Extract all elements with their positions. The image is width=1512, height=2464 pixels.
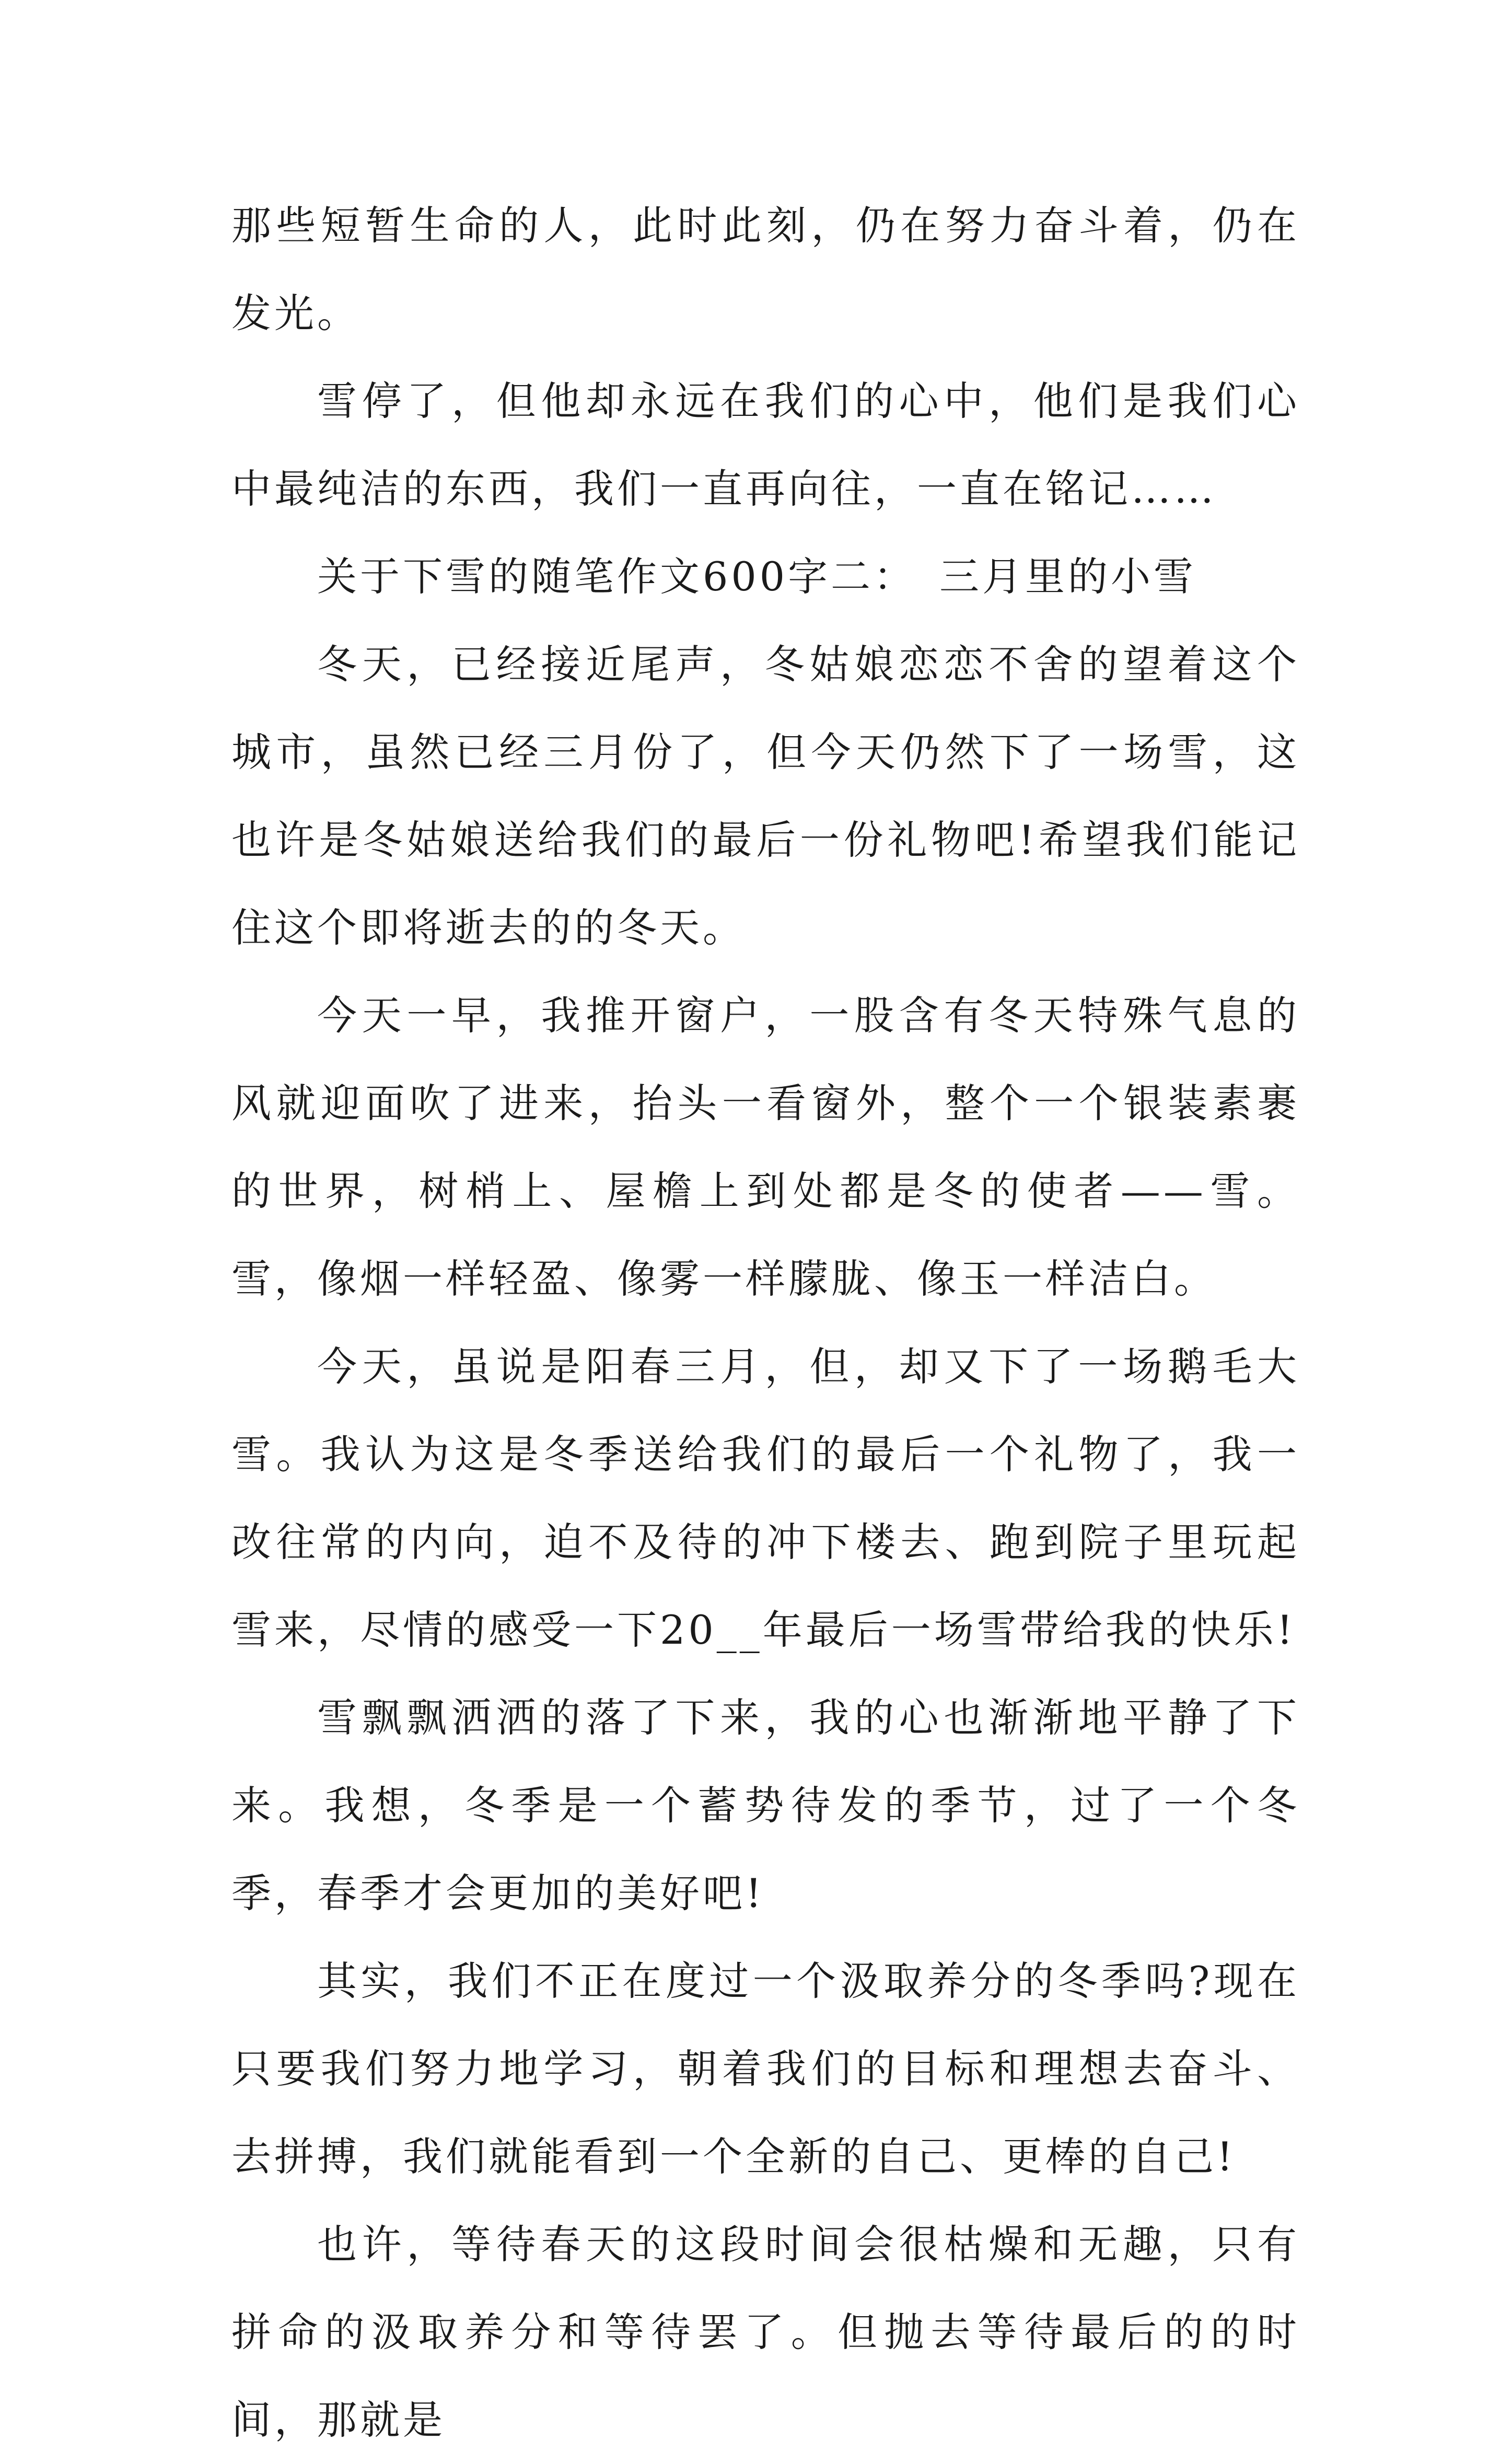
paragraph: 今天，虽说是阳春三月，但，却又下了一场鹅毛大雪。我认为这是冬季送给我们的最后一个礼物了，我一改往常的内向，迫不及待的冲下楼去、跑到院子里玩起雪来，尽情的感受一下20__年最后一场雪带给我的快乐! (231, 1343, 1300, 1653)
paragraph: 雪停了，但他却永远在我们的心中，他们是我们心中最纯洁的东西，我们一直再向往，一直在铭记…… (231, 378, 1300, 512)
paragraph: 冬天，已经接近尾声，冬姑娘恋恋不舍的望着这个城市，虽然已经三月份了，但今天仍然下了一场雪，这也许是冬姑娘送给我们的最后一份礼物吧!希望我们能记住这个即将逝去的的冬天。 (231, 641, 1300, 951)
paragraph: 也许，等待春天的这段时间会很枯燥和无趣，只有拼命的汲取养分和等待罢了。但抛去等待最后的的时间，那就是 (231, 2221, 1300, 2443)
document-body (231, 182, 1300, 2464)
paragraph: 其实，我们不正在度过一个汲取养分的冬季吗?现在只要我们努力地学习，朝着我们的目标和理想去奋斗、去拼搏，我们就能看到一个全新的自己、更棒的自己! (231, 1958, 1300, 2180)
paragraph: 雪飘飘洒洒的落了下来，我的心也渐渐地平静了下来。我想，冬季是一个蓄势待发的季节，过了一个冬季，春季才会更加的美好吧! (231, 1694, 1300, 1916)
paragraph: 今天一早，我推开窗户，一股含有冬天特殊气息的风就迎面吹了进来，抬头一看窗外，整个一个银装素裹的世界，树梢上、屋檐上到处都是冬的使者——雪。雪，像烟一样轻盈、像雾一样朦胧、像玉一样洁白。 (231, 992, 1300, 1302)
paragraph-continuation: 那些短暂生命的人，此时此刻，仍在努力奋斗着，仍在发光。 (231, 202, 1300, 336)
section-heading: 关于下雪的随笔作文600字二： 三月里的小雪 (317, 553, 1197, 600)
